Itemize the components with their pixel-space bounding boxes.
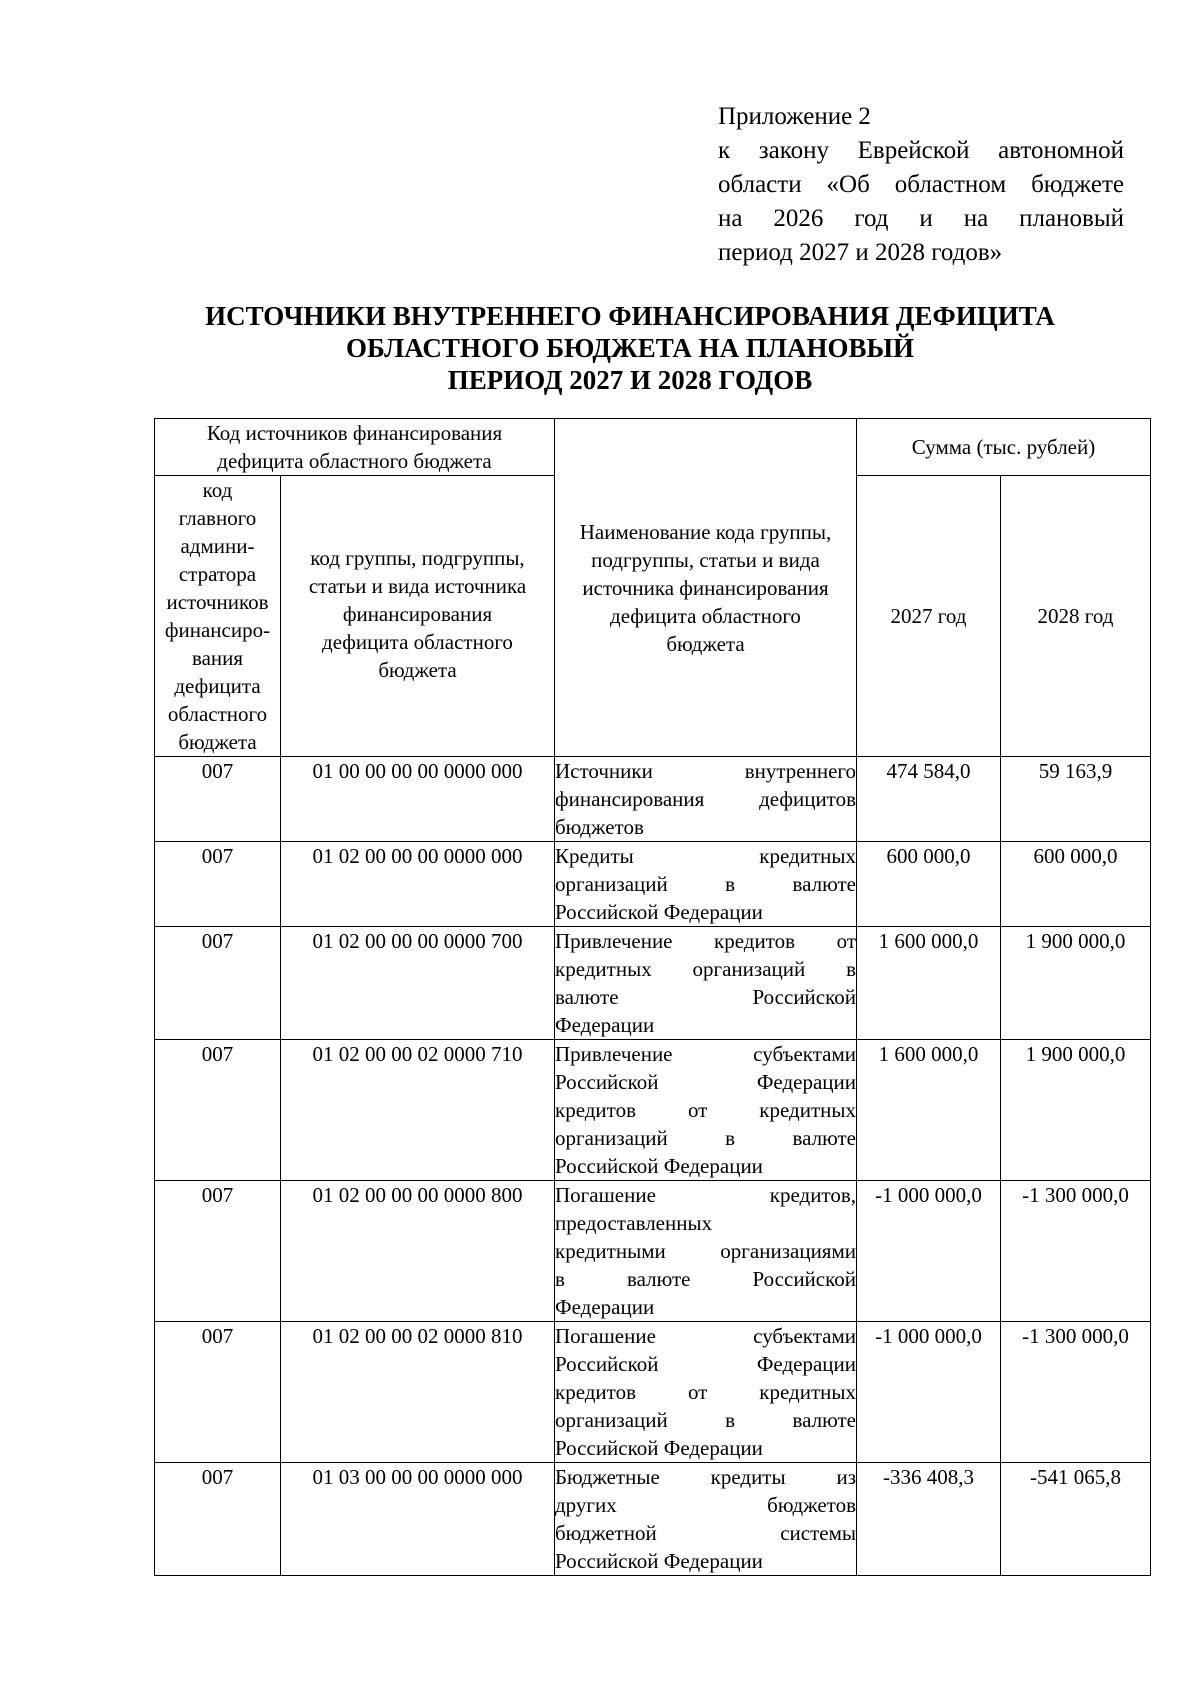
title-line: ПЕРИОД 2027 И 2028 ГОДОВ [447,365,813,395]
header-code-group-line: дефицита областного бюджета [217,449,492,473]
header-name-line: подгруппы, статьи и вида [591,547,820,572]
name-line: Погашение кредитов, [555,1183,856,1207]
amount-2027-cell: 600 000,0 [857,842,1001,927]
amount-2028-cell: -1 300 000,0 [1001,1322,1151,1463]
name-line: валюте Российской [555,985,856,1009]
annex-line: на 2026 год и на плановый [718,205,1124,232]
name-line: предоставленных [555,1211,713,1235]
name-cell [555,757,857,842]
group-code-cell: 01 03 00 00 00 0000 000 [281,1463,555,1576]
amount-2028-cell: 59 163,9 [1001,757,1151,842]
admin-code-cell: 007 [155,757,281,842]
annex-line: Приложение 2 [718,103,871,130]
amount-2027-cell: -1 000 000,0 [857,1181,1001,1322]
group-code-cell: 01 02 00 00 02 0000 810 [281,1322,555,1463]
table-row [155,1463,1151,1576]
name-line: Российской Федерации [555,1549,763,1573]
header-admin-line: дефицита [174,674,261,698]
name-line: бюджетов [555,815,644,839]
amount-2027-cell: -1 000 000,0 [857,1322,1001,1463]
name-line: Российской Федерации [555,1352,856,1376]
amount-2027-cell: 1 600 000,0 [857,1040,1001,1181]
header-admin-line: стратора [178,562,257,586]
name-line: Российской Федерации [555,1070,856,1094]
header-admin-line: источников [166,590,269,614]
amount-2027-cell: 474 584,0 [857,757,1001,842]
header-row-top [155,419,1151,476]
table-row [155,1181,1151,1322]
name-line: Российской Федерации [555,1436,763,1460]
table-row [155,1322,1151,1463]
amount-2028-cell: -541 065,8 [1001,1463,1151,1576]
name-line: Федерации [555,1013,655,1037]
name-line: Привлечение кредитов от [555,929,856,953]
admin-code-cell: 007 [155,927,281,1040]
title-line: ОБЛАСТНОГО БЮДЖЕТА НА ПЛАНОВЫЙ [345,333,915,363]
admin-code-cell: 007 [155,1322,281,1463]
name-cell [555,1040,857,1181]
name-line: Бюджетные кредиты из [555,1465,856,1489]
admin-code-cell: 007 [155,1463,281,1576]
annex-line: период 2027 и 2028 годов» [718,239,1003,266]
admin-code-cell: 007 [155,842,281,927]
name-line: кредитов от кредитных [555,1098,856,1122]
table-row [155,1040,1151,1181]
group-code-cell: 01 02 00 00 00 0000 800 [281,1181,555,1322]
name-line: кредитов от кредитных [555,1380,856,1404]
group-code-cell: 01 02 00 00 00 0000 700 [281,927,555,1040]
name-line: в валюте Российской [555,1267,856,1291]
header-name [555,419,857,757]
amount-2028-cell: -1 300 000,0 [1001,1181,1151,1322]
name-line: организаций в валюте [555,1126,856,1150]
name-line: Российской Федерации [555,900,763,924]
group-code-cell: 01 02 00 00 02 0000 710 [281,1040,555,1181]
table-row [155,757,1151,842]
header-name-line: источника финансирования [582,575,829,600]
header-sum: Сумма (тыс. рублей) [857,419,1151,476]
header-admin-line: финансиро- [164,618,271,642]
name-line: Источники внутреннего [555,759,856,783]
name-cell [555,1322,857,1463]
name-line: финансирования дефицитов [555,787,856,811]
header-admin-line: главного [178,506,257,530]
financing-sources-table [154,418,1151,1576]
header-group-line: бюджета [378,658,457,682]
header-group-code [281,476,555,757]
header-group-line: финансирования [342,602,493,626]
group-code-cell: 01 02 00 00 00 0000 000 [281,842,555,927]
header-code-group [155,419,555,476]
amount-2028-cell: 600 000,0 [1001,842,1151,927]
header-group-line: статьи и вида источника [308,574,527,598]
header-admin-line: админи- [180,534,255,558]
header-year-2027: 2027 год [857,476,1001,757]
name-line: Привлечение субъектами [555,1042,856,1066]
annex-line: области «Об областном бюджете [718,171,1124,198]
group-code-cell: 01 00 00 00 00 0000 000 [281,757,555,842]
amount-2027-cell: 1 600 000,0 [857,927,1001,1040]
annex-line: к закону Еврейской автономной [718,137,1124,164]
admin-code-cell: 007 [155,1040,281,1181]
name-cell [555,927,857,1040]
amount-2027-cell: -336 408,3 [857,1463,1001,1576]
table-row [155,927,1151,1040]
name-line: Российской Федерации [555,1154,763,1178]
header-code-group-line: Код источников финансирования [206,421,503,445]
header-admin-line: вания [191,646,244,670]
admin-code-cell: 007 [155,1181,281,1322]
title-line: ИСТОЧНИКИ ВНУТРЕННЕГО ФИНАНСИРОВАНИЯ ДЕФИЦИТА [205,301,1055,331]
name-cell [555,1181,857,1322]
table-row [155,842,1151,927]
header-name-line: дефицита областного [610,603,801,628]
header-name-line: Наименование кода группы, [579,519,832,544]
name-line: других бюджетов [555,1493,856,1517]
header-name-line: бюджета [666,631,745,656]
header-group-line: дефицита областного [322,630,513,654]
annex-block [718,100,1124,270]
name-line: Федерации [555,1295,655,1319]
header-admin-line: бюджета [178,730,257,754]
name-line: бюджетной системы [555,1521,856,1545]
name-line: кредитных организаций в [555,957,856,981]
name-cell [555,1463,857,1576]
header-group-line: код группы, подгруппы, [310,546,525,570]
name-line: организаций в валюте [555,872,856,896]
name-line: организаций в валюте [555,1408,856,1432]
name-cell [555,842,857,927]
name-line: кредитными организациями [555,1239,856,1263]
amount-2028-cell: 1 900 000,0 [1001,927,1151,1040]
amount-2028-cell: 1 900 000,0 [1001,1040,1151,1181]
header-admin-line: код [202,478,233,502]
name-line: Погашение субъектами [555,1324,856,1348]
document-title [150,300,1110,396]
header-year-2028: 2028 год [1001,476,1151,757]
name-line: Кредиты кредитных [555,844,856,868]
header-admin-code [155,476,281,757]
header-admin-line: областного [167,702,268,726]
